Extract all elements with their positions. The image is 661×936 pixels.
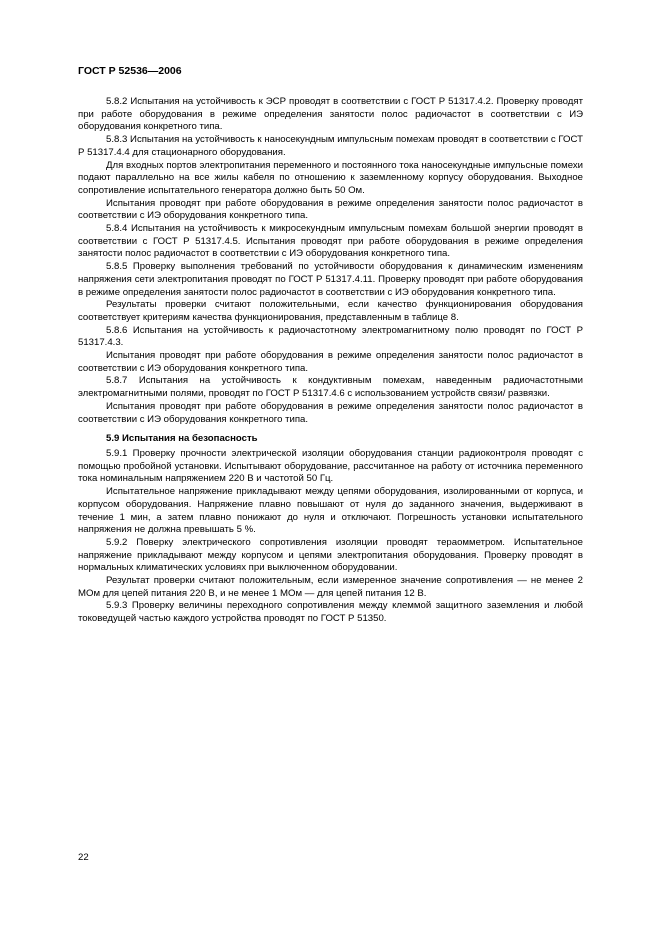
paragraph: Испытательное напряжение прикладывают между цепями оборудования, изолированными от корпуса, и корпусом оборудования. Напряжение плавно повышают от нуля до заданного значения, выдерживают в течение 1 мин, а затем плавно понижают до нуля и отключают. Погрешность установки испытательного напряжения не должна превышать 5 %. bbox=[78, 486, 583, 536]
paragraph: Испытания проводят при работе оборудования в режиме определения занятости полос радиочастот в соответствии с ИЭ оборудования конкретного типа. bbox=[78, 400, 583, 425]
paragraph-5-8-5: 5.8.5 Проверку выполнения требований по устойчивости оборудования к динамическим изменениям напряжения сети электропитания проводят по ГОСТ Р 51317.4.11. Проверку проводят при работе оборудования в режиме определения занятости полос радиочастот в соответствии с ИЭ оборудования конкретного типа. bbox=[78, 261, 583, 298]
paragraph-5-8-4: 5.8.4 Испытания на устойчивость к микросекундным импульсным помехам большой энергии проводят в соответствии с ГОСТ Р 51317.4.5. Испытания проводят при работе оборудования в режиме определения занятости полос радиочастот в соответствии с ИЭ оборудования конкретного типа. bbox=[78, 223, 583, 260]
paragraph-5-8-2: 5.8.2 Испытания на устойчивость к ЭСР проводят в соответствии с ГОСТ Р 51317.4.2. Проверку проводят при работе оборудования в режиме определения занятости полос радиочастот в соответствии с ИЭ оборудования конкретного типа. bbox=[78, 96, 583, 133]
paragraph-5-8-7: 5.8.7 Испытания на устойчивость к кондуктивным помехам, наведенным радиочастотными электромагнитными полями, проводят по ГОСТ Р 51317.4.6 с использованием устройств связи/ развязки. bbox=[78, 375, 583, 400]
paragraph-5-9-2: 5.9.2 Поверку электрического сопротивления изоляции проводят тераомметром. Испытательное напряжение прикладывают между корпусом и цепями электропитания оборудования. Проверку проводят в нормальных климатических условиях при выключенном оборудовании. bbox=[78, 536, 583, 574]
paragraph: Результат проверки считают положительным, если измеренное значение сопротивления — не менее 2 МОм для цепей питания 220 В, и не менее 1 МОм — для цепей питания 12 В. bbox=[78, 575, 583, 599]
paragraph: Результаты проверки считают положительными, если качество функционирования оборудования соответствует критериям качества функционирования, представленным в таблице 8. bbox=[78, 299, 583, 323]
document-body bbox=[78, 96, 583, 626]
section-heading-5-9: 5.9 Испытания на безопасность bbox=[106, 433, 258, 445]
document-header: ГОСТ Р 52536—2006 bbox=[78, 65, 182, 77]
page-number: 22 bbox=[78, 852, 89, 863]
paragraph-5-9-1: 5.9.1 Проверку прочности электрической изоляции оборудования станции радиоконтроля проводят с помощью пробойной установки. Испытывают оборудование, рассчитанное на работу от источника переменного тока номинальным напряжением 220 В и частотой 50 Гц. bbox=[78, 447, 583, 485]
paragraph: Испытания проводят при работе оборудования в режиме определения занятости полос радиочастот в соответствии с ИЭ оборудования конкретного типа. bbox=[78, 197, 583, 222]
paragraph-5-8-3: 5.8.3 Испытания на устойчивость к наносекундным импульсным помехам проводят в соответствии с ГОСТ Р 51317.4.4 для стационарного оборудования. bbox=[78, 134, 583, 158]
paragraph: Испытания проводят при работе оборудования в режиме определения занятости полос радиочастот в соответствии с ИЭ оборудования конкретного типа. bbox=[78, 350, 583, 374]
paragraph: Для входных портов электропитания переменного и постоянного тока наносекундные импульсные помехи подают параллельно на все жилы кабеля по отношению к заземленному корпусу оборудования. Выходное сопротивление испытательного генератора должно быть 50 Ом. bbox=[78, 159, 583, 196]
paragraph-5-9-3: 5.9.3 Проверку величины переходного сопротивления между клеммой защитного заземления и любой токоведущей частью каждого устройства проводят по ГОСТ Р 51350. bbox=[78, 600, 583, 625]
paragraph-5-8-6: 5.8.6 Испытания на устойчивость к радиочастотному электромагнитному полю проводят по ГОСТ Р 51317.4.3. bbox=[78, 324, 583, 349]
